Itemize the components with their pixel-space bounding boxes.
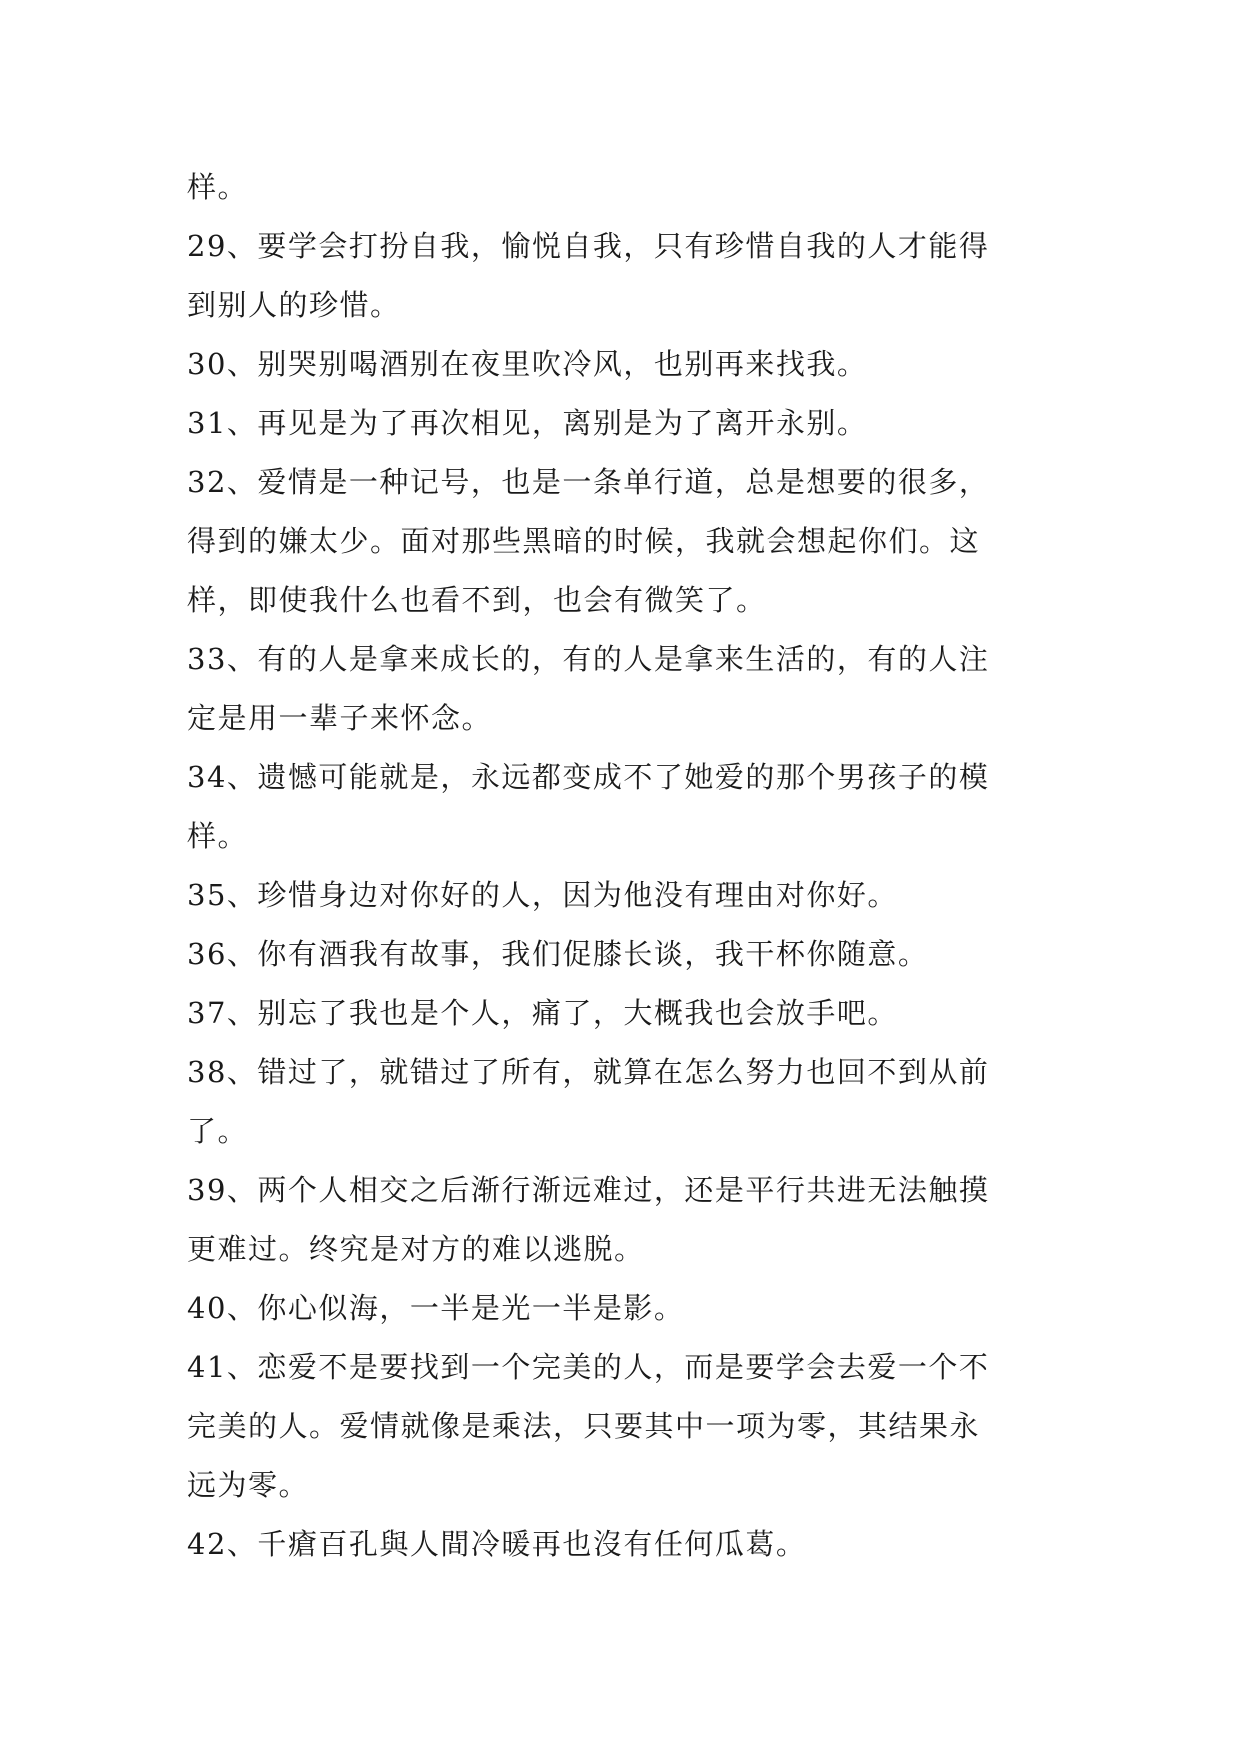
text-line: 38、错过了，就错过了所有，就算在怎么努力也回不到从前	[187, 1055, 990, 1089]
text-line: 远为零。	[187, 1468, 310, 1502]
text-line: 41、恋爱不是要找到一个完美的人，而是要学会去爱一个不	[187, 1350, 990, 1384]
text-line: 30、别哭别喝酒别在夜里吹冷风，也别再来找我。	[187, 347, 868, 381]
text-line: 更难过。终究是对方的难以逃脱。	[187, 1232, 645, 1266]
text-line: 样。	[187, 819, 249, 853]
text-line: 34、遗憾可能就是，永远都变成不了她爱的那个男孩子的模	[187, 760, 990, 794]
text-line: 了。	[187, 1114, 249, 1148]
text-line: 29、要学会打扮自我，愉悦自我，只有珍惜自我的人才能得	[187, 229, 990, 263]
text-line: 42、千瘡百孔與人間冷暖再也沒有任何瓜葛。	[187, 1527, 807, 1561]
text-line: 定是用一辈子来怀念。	[187, 701, 493, 735]
text-line: 到别人的珍惜。	[187, 288, 401, 322]
text-line: 33、有的人是拿来成长的，有的人是拿来生活的，有的人注	[187, 642, 990, 676]
text-line: 37、别忘了我也是个人，痛了，大概我也会放手吧。	[187, 996, 898, 1030]
text-line: 36、你有酒我有故事，我们促膝长谈，我干杯你随意。	[187, 937, 929, 971]
text-line: 得到的嫌太少。面对那些黑暗的时候，我就会想起你们。这	[187, 524, 981, 558]
text-line: 40、你心似海，一半是光一半是影。	[187, 1291, 685, 1325]
document-body	[187, 158, 1055, 1574]
text-line: 39、两个人相交之后渐行渐远难过，还是平行共进无法触摸	[187, 1173, 990, 1207]
text-line: 完美的人。爱情就像是乘法，只要其中一项为零，其结果永	[187, 1409, 981, 1443]
text-line: 31、再见是为了再次相见，离别是为了离开永别。	[187, 406, 868, 440]
text-line: 样。	[187, 170, 249, 204]
text-line: 样，即使我什么也看不到，也会有微笑了。	[187, 583, 767, 617]
text-line: 35、珍惜身边对你好的人，因为他没有理由对你好。	[187, 878, 898, 912]
text-line: 32、爱情是一种记号，也是一条单行道，总是想要的很多，	[187, 465, 990, 499]
